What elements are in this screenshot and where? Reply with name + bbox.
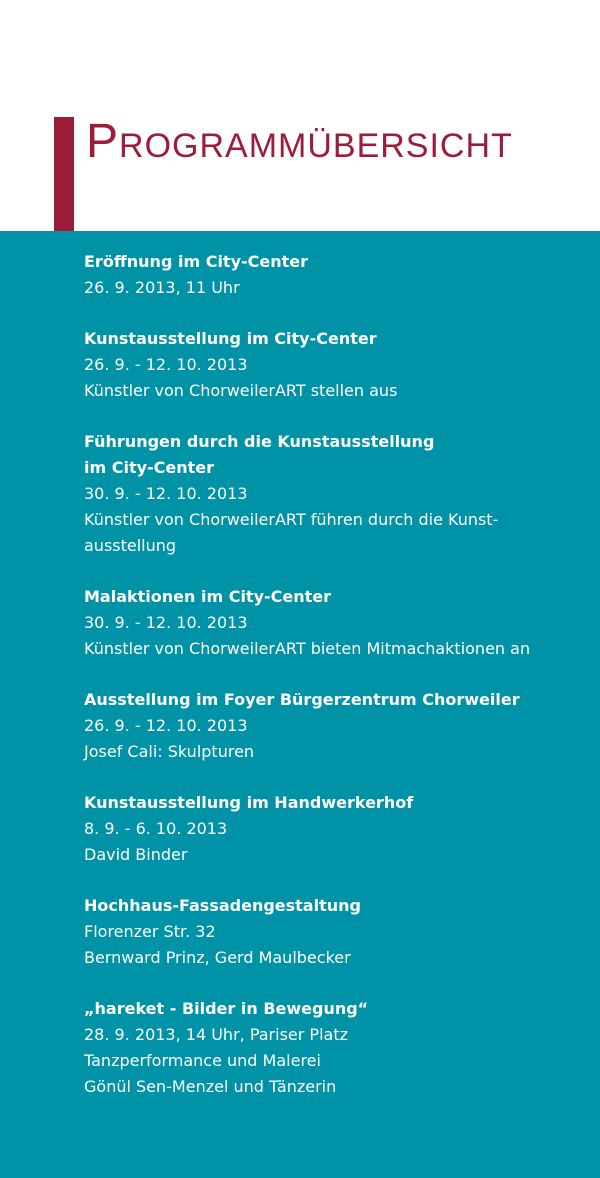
event-item (84, 326, 584, 404)
event-title: Malaktionen im City-Center (84, 587, 332, 606)
event-item (84, 249, 584, 301)
event-date: 8. 9. - 6. 10. 2013 (84, 819, 228, 838)
event-title: „hareket - Bilder in Bewegung“ (84, 999, 369, 1018)
event-title: Eröffnung im City-Center (84, 252, 309, 271)
header (0, 0, 600, 231)
event-detail: Künstler von ChorweilerART führen durch die Kunst- (84, 510, 499, 529)
event-item (84, 584, 584, 662)
event-detail: Tanzperformance und Malerei (84, 1051, 321, 1070)
event-title: Kunstausstellung im City-Center (84, 329, 377, 348)
event-date: 30. 9. - 12. 10. 2013 (84, 484, 248, 503)
event-title: Ausstellung im Foyer Bürgerzentrum Chorweiler (84, 690, 520, 709)
event-item (84, 893, 584, 971)
accent-bar (54, 117, 74, 231)
event-date: 26. 9. - 12. 10. 2013 (84, 716, 248, 735)
event-detail: Josef Cali: Skulpturen (84, 742, 255, 761)
event-title: Hochhaus-Fassadengestaltung (84, 896, 361, 915)
event-detail: Künstler von ChorweilerART bieten Mitmachaktionen an (84, 639, 531, 658)
event-detail-continued: ausstellung (84, 536, 177, 555)
event-detail: Gönül Sen-Menzel und Tänzerin (84, 1077, 337, 1096)
event-title: Kunstausstellung im Handwerkerhof (84, 793, 414, 812)
page-title: Programmübersicht (86, 115, 513, 168)
event-date: 26. 9. 2013, 11 Uhr (84, 278, 240, 297)
event-item (84, 429, 584, 559)
event-date: 26. 9. - 12. 10. 2013 (84, 355, 248, 374)
event-title: Führungen durch die Kunstausstellung (84, 432, 435, 451)
event-detail: David Binder (84, 845, 188, 864)
event-date: 30. 9. - 12. 10. 2013 (84, 613, 248, 632)
event-detail: Bernward Prinz, Gerd Maulbecker (84, 948, 351, 967)
event-title-continued: im City-Center (84, 458, 215, 477)
event-detail: Künstler von ChorweilerART stellen aus (84, 381, 398, 400)
event-date: 28. 9. 2013, 14 Uhr, Pariser Platz (84, 1025, 348, 1044)
event-item (84, 790, 584, 868)
event-location: Florenzer Str. 32 (84, 922, 216, 941)
event-list (84, 249, 584, 1125)
event-item (84, 996, 584, 1100)
event-item (84, 687, 584, 765)
